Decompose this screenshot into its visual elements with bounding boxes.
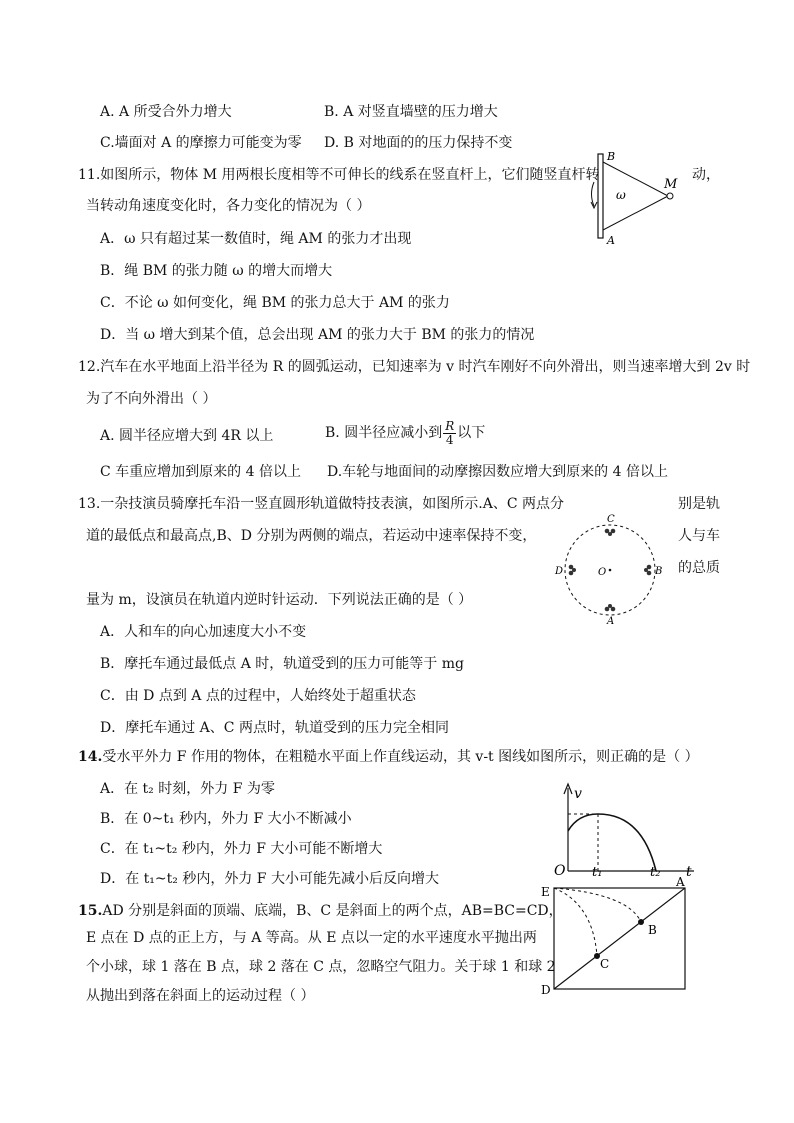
q12-stem-line1: 12.汽车在水平地面上沿半径为 R 的圆弧运动，已知速率为 v 时汽车刚好不向外滑出，则当速率增大到 2v 时	[78, 359, 751, 375]
fraction-r-over-4: $\frac{R}{4}$	[445, 418, 455, 447]
q10-option-d: D. B 对地面的的压力保持不变	[324, 135, 513, 151]
q15-stem-line1: 15.AD 分别是斜面的顶端、底端，B、C 是斜面上的两个点，AB=BC=CD，	[78, 903, 563, 919]
q12-option-c: C 车重应增加到原来的 4 倍以上	[100, 464, 301, 480]
q11-option-a: A．ω 只有超过某一数值时，绳 AM 的张力才出现	[100, 231, 412, 247]
rider-right	[644, 565, 651, 576]
q15-stem-line2: E 点在 D 点的正上方，与 A 等高。从 E 点以一定的水平速度水平抛出两	[86, 930, 537, 946]
q14-option-d: D．在 t₁~t₂ 秒内，外力 F 大小可能先减小后反向增大	[100, 871, 439, 887]
point-b	[638, 919, 644, 925]
trajectory-ball-1	[554, 888, 641, 922]
label-b: B	[648, 923, 657, 937]
q12-option-d: D.车轮与地面间的动摩擦因数应增大到原来的 4 倍以上	[327, 464, 668, 480]
q10-option-b: B. A 对竖直墙壁的压力增大	[324, 104, 498, 120]
q11-option-c: C．不论 ω 如何变化，绳 BM 的张力总大于 AM 的张力	[100, 295, 450, 311]
label-d: D	[541, 983, 551, 997]
q14-stem: 14.受水平外力 F 作用的物体，在粗糙水平面上作直线运动，其 v-t 图线如图所示，则正确的是（ ）	[78, 749, 699, 765]
q13-option-b: B．摩托车通过最低点 A 时，轨道受到的压力可能等于 mg	[100, 656, 464, 672]
q11-option-d: D．当 ω 增大到某个值，总会出现 AM 的张力大于 BM 的张力的情况	[100, 327, 535, 343]
q15-stem-line3: 个小球，球 1 落在 B 点，球 2 落在 C 点，忽略空气阻力。关于球 1 和球 2	[86, 959, 556, 975]
q13-option-d: D．摩托车通过 A、C 两点时，轨道受到的压力完全相同	[100, 720, 449, 736]
q13-figure	[552, 508, 670, 630]
q14-option-b: B．在 0~t₁ 秒内，外力 F 大小不断减小	[100, 811, 352, 827]
rotation-arrow	[592, 182, 595, 206]
q11-option-b: B．绳 BM 的张力随 ω 的增大而增大	[100, 263, 333, 279]
label-t2: t₂	[650, 865, 661, 876]
q11-stem-line1: 11.如图所示，物体 M 用两根长度相等不可伸长的线系在竖直杆上，它们随竖直杆转	[78, 167, 600, 183]
rider-bottom	[605, 604, 616, 611]
string-bm	[603, 162, 668, 196]
rider-top	[605, 529, 616, 536]
q13-stem-line2: 道的最低点和最高点,B、D 分别为两侧的端点，若运动中速率保持不变，	[86, 528, 537, 544]
label-d: D	[555, 566, 564, 577]
q13-stem-line1-end: 别是轨	[678, 496, 720, 512]
label-t1: t₁	[592, 865, 603, 876]
mass-m	[667, 193, 673, 199]
q15-stem-line4: 从抛出到落在斜面上的运动过程（ ）	[86, 988, 315, 1004]
incline-surface	[554, 888, 685, 989]
q10-option-c: C.墙面对 A 的摩擦力可能变为零	[100, 135, 302, 151]
q13-stem-line1: 13.一杂技演员骑摩托车沿一竖直圆形轨道做特技表演，如图所示.A、C 两点分	[78, 496, 564, 512]
label-b: B	[655, 566, 663, 577]
label-t: t	[686, 864, 692, 876]
q13-stem-line4: 量为 m，设演员在轨道内逆时针运动．下列说法正确的是（ ）	[86, 592, 473, 608]
q11-stem-line1-end: 动，	[692, 167, 720, 183]
q13-stem-line2-end: 人与车	[678, 528, 720, 544]
center-point	[609, 569, 612, 572]
rider-left	[569, 565, 576, 576]
string-am	[603, 196, 668, 230]
q10-option-a: A. A 所受合外力增大	[100, 104, 232, 120]
label-o: O	[598, 567, 607, 578]
q13-stem-line3-end: 的总质	[678, 560, 720, 576]
q11-figure	[590, 148, 700, 248]
q14-option-a: A．在 t₂ 时刻，外力 F 为零	[100, 781, 275, 797]
q13-option-c: C．由 D 点到 A 点的过程中，人始终处于超重状态	[100, 688, 416, 704]
trajectory-ball-2	[554, 888, 597, 956]
label-c: C	[607, 514, 615, 525]
q12-stem-line2: 为了不向外滑出（ ）	[86, 391, 217, 407]
label-e: E	[541, 885, 550, 899]
label-c: C	[600, 957, 610, 971]
label-m: M	[664, 177, 678, 192]
q12-option-b: B. 圆半径应减小到 $\frac{R}{4}$ 以下	[325, 418, 486, 447]
q14-option-c: C．在 t₁~t₂ 秒内，外力 F 大小可能不断增大	[100, 841, 383, 857]
q11-stem-line2: 当转动角速度变化时，各力变化的情况为（ ）	[86, 198, 371, 214]
q15-incline-figure	[538, 874, 694, 998]
label-a: A	[676, 875, 685, 889]
label-omega: ω	[616, 188, 626, 202]
label-a: A	[607, 616, 615, 627]
q13-option-a: A．人和车的向心加速度大小不变	[100, 624, 307, 640]
label-origin: O	[554, 863, 566, 876]
label-v: v	[574, 786, 582, 802]
vertical-rod	[598, 154, 603, 238]
vt-curve	[568, 814, 656, 871]
q12-option-a: A. 圆半径应增大到 4R 以上	[100, 428, 274, 444]
label-b: B	[607, 150, 616, 163]
q14-vt-graph	[548, 776, 698, 876]
label-a: A	[607, 234, 615, 247]
